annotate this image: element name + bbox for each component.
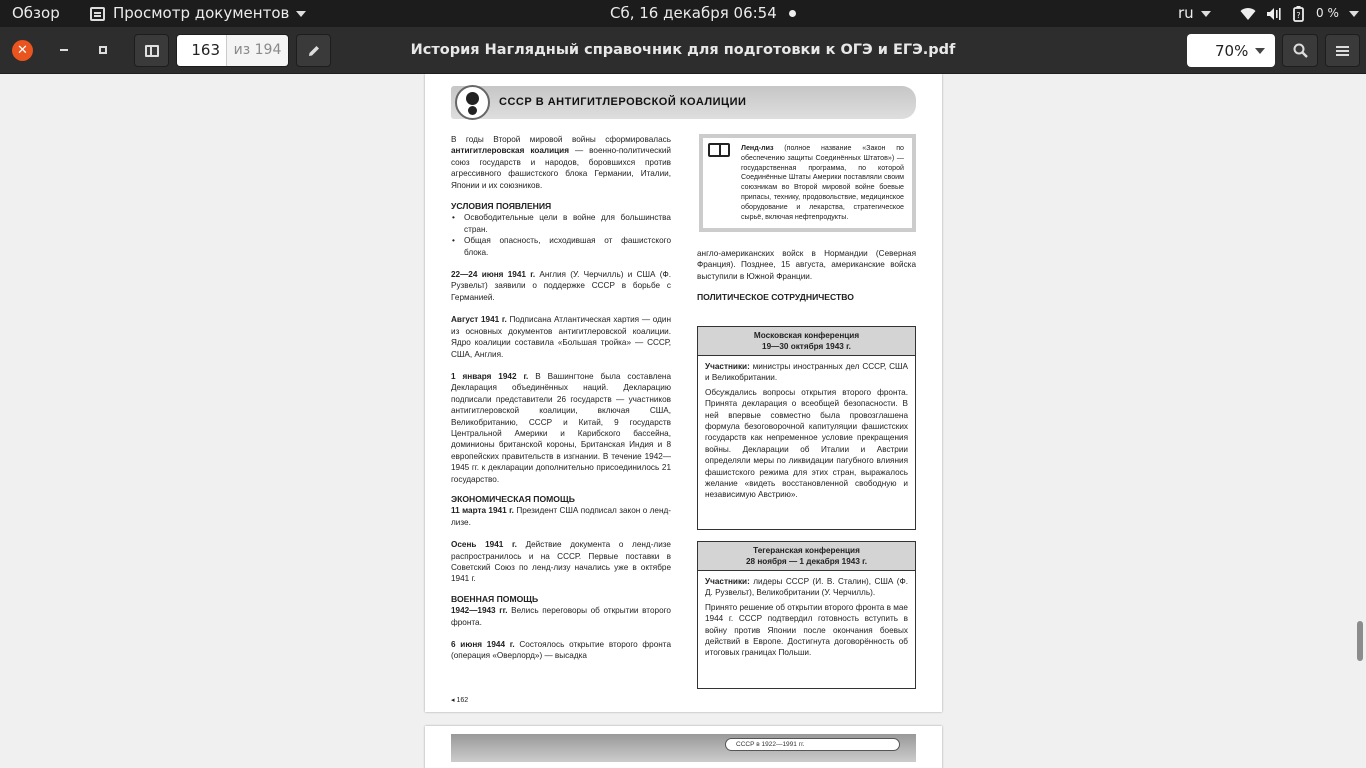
event-text: Подписана Атлантическая хартия — один из основных документов антигитлеровской коалиции. Ядро коалиции составила «Большая тройка» — СССР, США, Англия. <box>451 315 671 359</box>
search-button[interactable] <box>1282 34 1318 67</box>
conference-date: 19—30 октября 1943 г. <box>762 342 851 351</box>
main-menu-button[interactable] <box>1325 34 1360 67</box>
conference-body <box>698 356 915 506</box>
term: антигитлеровская коалиция <box>451 146 569 156</box>
sidebar-toggle-button[interactable] <box>134 34 169 67</box>
app-menu-label: Просмотр документов <box>113 4 290 22</box>
participants-label: Участники: <box>705 362 750 371</box>
page-heading: СССР В АНТИГИТЛЕРОВСКОЙ КОАЛИЦИИ <box>499 96 747 108</box>
list-item: • Общая опасность, исходившая от фашистского блока. <box>451 235 671 258</box>
wifi-icon <box>1240 7 1256 21</box>
event-date: Осень 1941 г. <box>451 540 517 550</box>
svg-text:?: ? <box>1296 10 1301 20</box>
top-panel <box>0 0 1366 27</box>
keyboard-layout-menu[interactable] <box>1178 0 1211 27</box>
participants-text: лидеры СССР (И. В. Сталин), США (Ф. Д. Рузвельт), Великобритании (У. Черчилль). <box>705 577 908 598</box>
event-text: В Вашингтоне была составлена Декларация объединённых наций. Декларацию подписали представители 26 государств — участников антигитлеровской коалиции, включая США, Великобританию, СССР и Китай, 9 государств Центральной Америки и Карибского бассейна, доминионы британской короны, Британская Индия и 8 европейских правительств в изгнании. В течение 1942—1945 гг. к декларации дополнительно присоединилось 21 государство. <box>451 371 672 484</box>
text-run: — военно-политический союз государств и народов, боровшихся против агрессивного фашистского блока Германии, Италии, Японии и их союзников. <box>451 146 671 190</box>
participants <box>705 361 908 384</box>
chevron-down-icon <box>296 11 306 17</box>
conference-header <box>698 542 915 571</box>
participants <box>705 576 908 599</box>
clock[interactable] <box>610 0 796 27</box>
event-paragraph <box>451 639 671 662</box>
annotate-button[interactable] <box>296 34 331 67</box>
pdf-page-next <box>425 726 942 768</box>
document-viewer[interactable] <box>0 74 1366 768</box>
conference-date: 28 ноября — 1 декабря 1943 г. <box>745 557 868 566</box>
event-paragraph <box>451 371 671 485</box>
continuation-paragraph: англо-американских войск в Нормандии (Северная Франция). Позднее, 15 августа, американские войска выступили в Южной Франции. <box>697 249 916 281</box>
conference-text: Обсуждались вопросы открытия второго фронта. Принята декларация о всеобщей безопасности. В ней впервые совместно была провозглашена формула безоговорочной капитуляции фашистских государств как непременное условие прекращения войны. Декларации об Италии и Австрии определяли меры по ликвидации пагубного влияния фашистского режима для этих стран, выражалось желание «видеть восстановленной свободную и независимую Австрию». <box>705 387 908 500</box>
tehran-conference-box <box>697 541 916 689</box>
document-title: История Наглядный справочник для подготовки к ОГЭ и ЕГЭ.pdf <box>410 42 956 58</box>
minimize-icon <box>60 49 68 51</box>
battery-icon <box>1292 6 1306 22</box>
minimize-button[interactable] <box>53 39 75 61</box>
clock-label: Сб, 16 декабря 06:54 <box>610 4 777 22</box>
moscow-conference-box <box>697 326 916 530</box>
app-menu[interactable] <box>90 0 306 27</box>
right-column <box>697 248 916 304</box>
event-text: Состоялось открытие второго фронта (операция «Оверлорд») — высадка <box>451 640 671 661</box>
page-footer: ◂ 162 <box>451 697 469 704</box>
event-date: Август 1941 г. <box>451 315 507 325</box>
conference-title: Московская конференция <box>753 331 860 340</box>
battery-percent: 0 % <box>1316 6 1339 20</box>
document-viewer-icon <box>90 7 105 21</box>
page-number: 162 <box>456 697 469 704</box>
page-selector <box>176 34 289 67</box>
activities-button[interactable]: Обзор <box>12 4 60 22</box>
page-heading-band <box>451 86 916 119</box>
intro-paragraph <box>451 134 671 191</box>
page-number-input[interactable]: 163 <box>177 35 226 66</box>
event-date: 1 января 1942 г. <box>451 371 529 381</box>
close-icon: ✕ <box>17 43 28 58</box>
event-paragraph <box>451 539 671 585</box>
section-title: УСЛОВИЯ ПОЯВЛЕНИЯ <box>451 201 552 212</box>
left-column <box>451 134 671 662</box>
participants-text: министры иностранных дел СССР, США и Великобритании. <box>705 362 908 383</box>
pencil-icon <box>307 44 321 58</box>
participants-label: Участники: <box>705 577 750 586</box>
note-text: (полное название «Закон по обеспечению защиты Соединённых Штатов») — государственная программа, по которой Соединённые Штаты Америки поставляли своим союзникам во Второй мировой войне боевые припасы, технику, продовольствие, медицинское оборудование и лекарства, стратегическое сырьё, включая нефтепродукты. <box>741 144 904 221</box>
event-date: 11 марта 1941 г. <box>451 506 514 516</box>
chevron-down-icon <box>1201 11 1211 17</box>
chevron-down-icon <box>1349 11 1359 17</box>
event-text: Велись переговоры об открытии второго фронта. <box>451 606 671 627</box>
event-text: Президент США подписал закон о ленд-лизе. <box>451 506 672 527</box>
event-text: Англия (У. Черчилль) и США (Ф. Рузвельт) заявили о поддержке СССР в борьбе с Германией. <box>451 270 671 302</box>
lendlease-note <box>699 134 916 232</box>
section-title: ВОЕННАЯ ПОМОЩЬ <box>451 593 539 604</box>
notification-dot-icon <box>789 10 796 17</box>
hamburger-icon <box>1336 50 1349 52</box>
pdf-page <box>425 74 942 712</box>
conference-title: Тегеранская конференция <box>753 546 860 555</box>
event-date: 6 июня 1944 г. <box>451 640 515 650</box>
event-date: 1942—1943 гг. <box>451 606 508 616</box>
conference-text: Принято решение об открытии второго фронта в мае 1944 г. СССР подтвердил готовность вступить в войну против Японии после окончания боевых действий в Европе. Достигнута договорённость об итоговых границах Польши. <box>705 602 908 658</box>
event-paragraph <box>451 269 671 303</box>
text-run: В годы Второй мировой войны сформировалась <box>451 135 671 144</box>
scrollbar-thumb[interactable] <box>1357 621 1363 661</box>
section-title: ПОЛИТИЧЕСКОЕ СОТРУДНИЧЕСТВО <box>697 292 854 303</box>
chevron-down-icon <box>1255 48 1265 54</box>
lendlease-note-body <box>703 138 912 228</box>
page-total-label: из 194 <box>226 35 288 66</box>
volume-icon <box>1266 7 1282 21</box>
maximize-icon <box>99 46 107 54</box>
list-item: • Освободительные цели в войне для большинства стран. <box>451 212 671 235</box>
book-icon <box>708 143 730 157</box>
chapter-tag: СССР в 1922—1991 гг. <box>725 738 900 751</box>
close-button[interactable] <box>12 40 33 61</box>
people-icon <box>455 85 490 120</box>
section-title: ЭКОНОМИЧЕСКАЯ ПОМОЩЬ <box>451 493 575 504</box>
conference-body <box>698 571 915 664</box>
sidebar-icon <box>145 45 159 57</box>
conference-header <box>698 327 915 356</box>
term: Ленд-лиз <box>741 144 774 152</box>
event-paragraph <box>451 605 671 628</box>
maximize-button[interactable] <box>92 39 114 61</box>
event-paragraph <box>451 314 671 360</box>
event-paragraph <box>451 505 671 528</box>
event-text: Действие документа о ленд-лизе распространилось и на СССР. Первые поставки в Советский Союз по ленд-лизу начались уже в октябре 1941 г. <box>451 540 671 584</box>
system-menu[interactable] <box>1240 0 1359 27</box>
event-date: 22—24 июня 1941 г. <box>451 270 536 280</box>
keyboard-layout-label: ru <box>1178 4 1194 22</box>
zoom-value: 70% <box>1215 41 1249 60</box>
search-icon <box>1293 43 1308 58</box>
header-bar <box>0 27 1366 74</box>
zoom-selector[interactable] <box>1187 34 1275 67</box>
